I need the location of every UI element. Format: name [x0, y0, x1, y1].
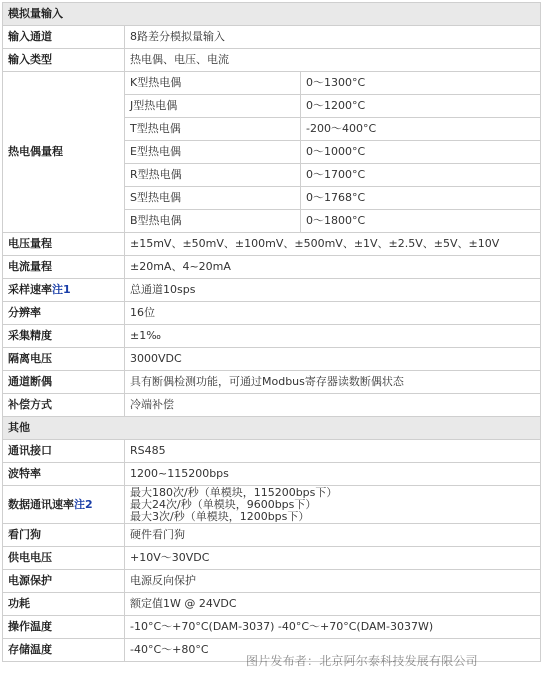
label-text: 电流量程	[8, 260, 52, 273]
table-row	[3, 348, 541, 371]
row-value: 16位	[125, 302, 541, 325]
thermocouple-type: S型热电偶	[125, 187, 301, 210]
row-value: 冷端补偿	[125, 394, 541, 417]
label-text: 采样速率	[8, 283, 52, 296]
row-value: 具有断偶检测功能，可通过Modbus寄存器读数断偶状态	[125, 371, 541, 394]
label-text: 电压量程	[8, 237, 52, 250]
row-value: 总通道10sps	[125, 279, 541, 302]
row-label	[3, 348, 125, 371]
spec-table	[2, 2, 541, 662]
row-value: ±1‰	[125, 325, 541, 348]
row-label	[3, 486, 125, 524]
thermocouple-range: 0～1300°C	[301, 72, 541, 95]
label-text: 隔离电压	[8, 352, 52, 365]
table-row	[3, 394, 541, 417]
thermocouple-range: 0～1200°C	[301, 95, 541, 118]
section-row	[3, 417, 541, 440]
row-value: 3000VDC	[125, 348, 541, 371]
label-text: 数据通讯速率	[8, 497, 74, 511]
row-label: 看门狗	[3, 524, 125, 547]
table-row	[3, 616, 541, 639]
label-text: 补偿方式	[8, 398, 52, 411]
table-row	[3, 49, 541, 72]
thermocouple-type: K型热电偶	[125, 72, 301, 95]
thermocouple-type: R型热电偶	[125, 164, 301, 187]
table-row	[3, 302, 541, 325]
section-row	[3, 3, 541, 26]
table-row	[3, 570, 541, 593]
row-label: 波特率	[3, 463, 125, 486]
table-row	[3, 463, 541, 486]
row-value: 热电偶、电压、电流	[125, 49, 541, 72]
table-row	[3, 524, 541, 547]
label-text: 通道断偶	[8, 375, 52, 388]
row-label	[3, 325, 125, 348]
table-row	[3, 440, 541, 463]
note-ref[interactable]: 注1	[52, 283, 71, 296]
label-text: 采集精度	[8, 329, 52, 342]
comm-rate-line: 最大180次/秒（单模块，115200bps下）	[130, 485, 338, 499]
comm-rate-line: 最大24次/秒（单模块，9600bps下）	[130, 497, 317, 511]
table-row	[3, 72, 541, 95]
thermocouple-range: 0～1800°C	[301, 210, 541, 233]
section-analog-input: 模拟量输入	[3, 3, 541, 26]
row-value: 硬件看门狗	[125, 524, 541, 547]
table-row	[3, 256, 541, 279]
row-value: 8路差分模拟量输入	[125, 26, 541, 49]
row-label: 存储温度	[3, 639, 125, 662]
row-label	[3, 233, 125, 256]
table-row	[3, 593, 541, 616]
row-value: 电源反向保护	[125, 570, 541, 593]
table-row	[3, 325, 541, 348]
thermocouple-range: -200～400°C	[301, 118, 541, 141]
row-label	[3, 279, 125, 302]
thermocouple-type: T型热电偶	[125, 118, 301, 141]
row-label	[3, 302, 125, 325]
row-label: 通讯接口	[3, 440, 125, 463]
row-label: 电源保护	[3, 570, 125, 593]
row-value: -10°C～+70°C(DAM-3037) -40°C～+70°C(DAM-3037W)	[125, 616, 541, 639]
label-text: 分辨率	[8, 306, 41, 319]
table-row	[3, 547, 541, 570]
row-label: 输入类型	[3, 49, 125, 72]
thermocouple-range: 0～1700°C	[301, 164, 541, 187]
row-label	[3, 256, 125, 279]
row-label: 操作温度	[3, 616, 125, 639]
row-value: ±15mV、±50mV、±100mV、±500mV、±1V、±2.5V、±5V、±10V	[125, 233, 541, 256]
watermark: 图片发布者：北京阿尔泰科技发展有限公司	[246, 654, 478, 668]
row-label: 输入通道	[3, 26, 125, 49]
section-other: 其他	[3, 417, 541, 440]
row-value	[125, 486, 541, 524]
row-label: 功耗	[3, 593, 125, 616]
table-row	[3, 279, 541, 302]
row-label	[3, 371, 125, 394]
row-value: 1200~115200bps	[125, 463, 541, 486]
row-value: ±20mA、4~20mA	[125, 256, 541, 279]
row-label	[3, 394, 125, 417]
table-row	[3, 486, 541, 524]
row-label: 供电电压	[3, 547, 125, 570]
row-value: 额定值1W @ 24VDC	[125, 593, 541, 616]
thermocouple-type: J型热电偶	[125, 95, 301, 118]
note-ref[interactable]: 注2	[74, 497, 93, 511]
comm-rate-line: 最大3次/秒（单模块，1200bps下）	[130, 509, 310, 523]
thermocouple-type: E型热电偶	[125, 141, 301, 164]
table-row	[3, 371, 541, 394]
row-value: +10V～30VDC	[125, 547, 541, 570]
row-value: -40°C～+80°C	[125, 639, 541, 662]
thermocouple-label: 热电偶量程	[3, 72, 125, 233]
table-row	[3, 26, 541, 49]
thermocouple-type: B型热电偶	[125, 210, 301, 233]
thermocouple-range: 0～1000°C	[301, 141, 541, 164]
table-row	[3, 233, 541, 256]
thermocouple-range: 0～1768°C	[301, 187, 541, 210]
row-value: RS485	[125, 440, 541, 463]
